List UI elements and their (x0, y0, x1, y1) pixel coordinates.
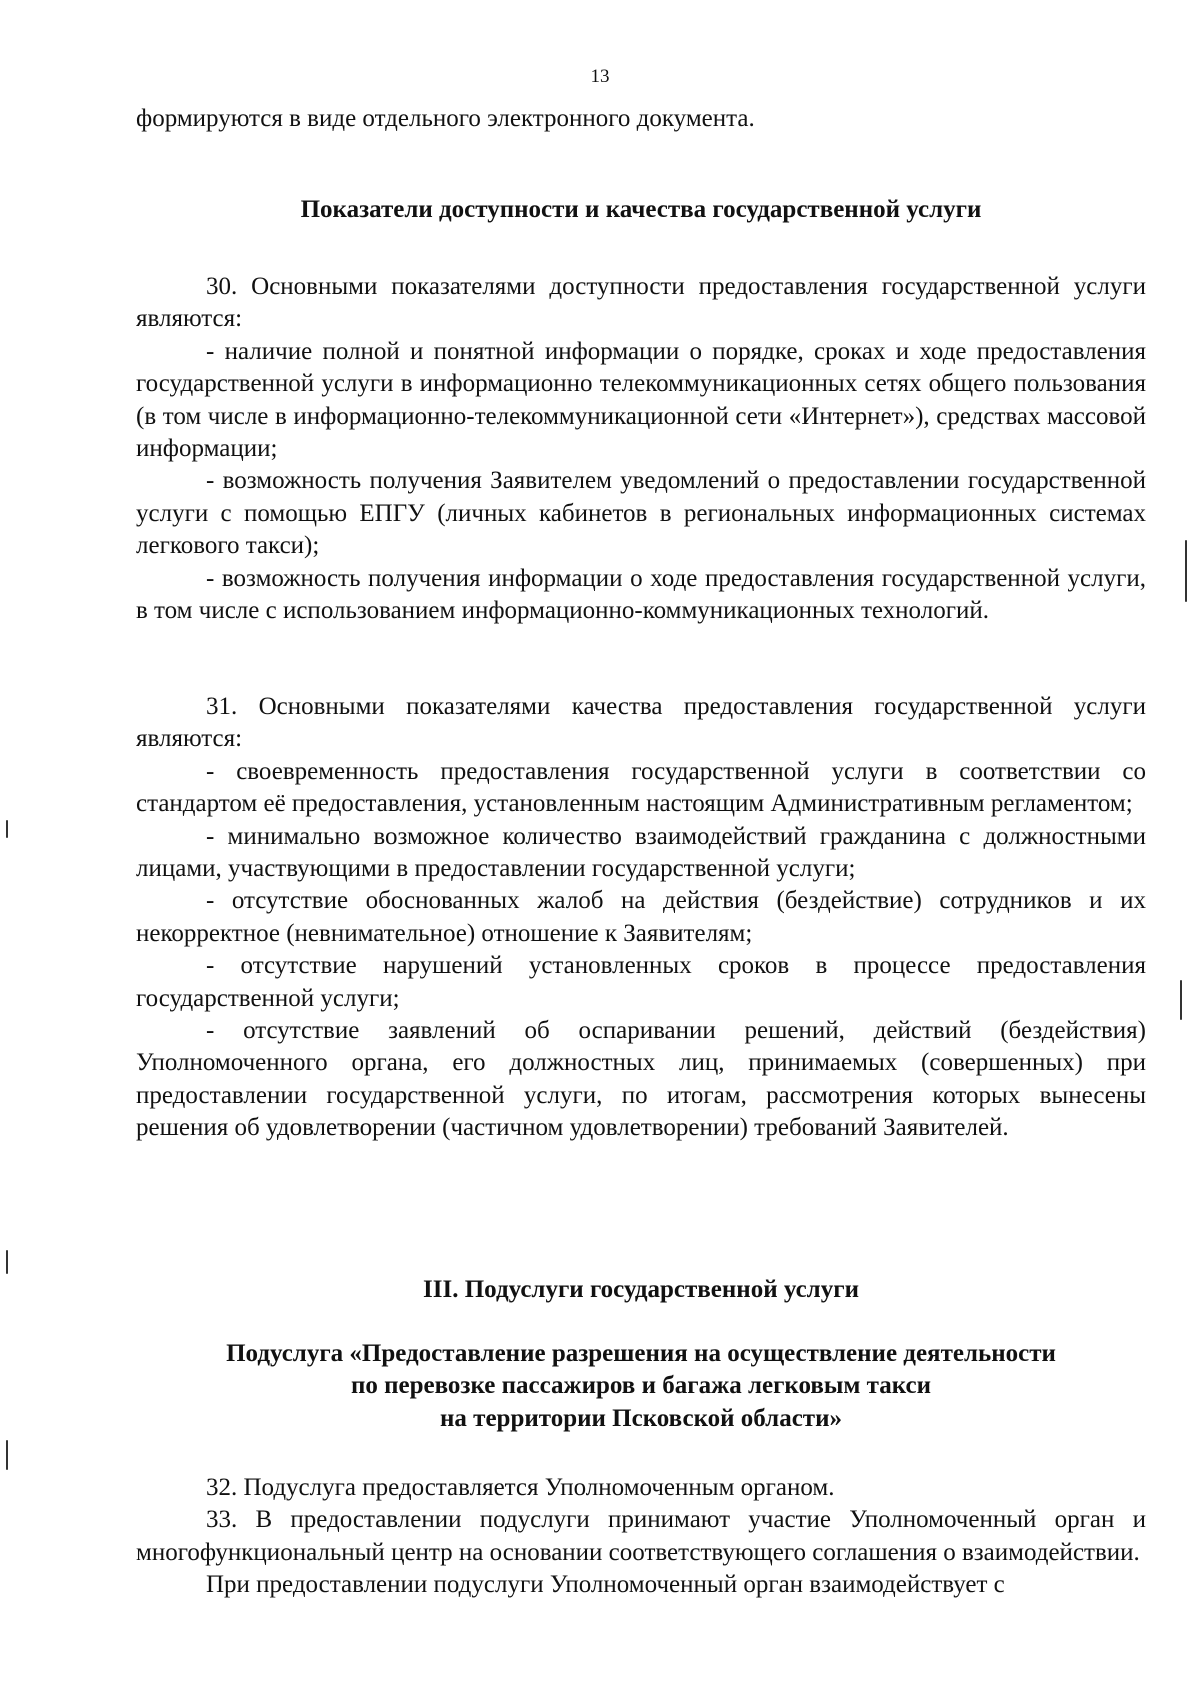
subservice-title-line: на территории Псковской области» (440, 1404, 842, 1432)
page-number: 13 (590, 66, 610, 87)
scan-edge-mark (1185, 540, 1187, 602)
paragraph-30-lead: 30. Основными показателями доступности предоставления государственной услуги являются: (136, 273, 1146, 333)
section-3-title: III. Подуслуги государственной услуги (423, 1276, 859, 1303)
section-heading-quality: Показатели доступности и качества государственной услуги (300, 196, 982, 223)
paragraph-30-item: - возможность получения информации о ходе предоставления государственной услуги, в том числе с использованием информационно-коммуникационных технологий. (136, 564, 1146, 625)
paragraph-31-lead: 31. Основными показателями качества предоставления государственной услуги являются: (136, 693, 1146, 753)
paragraph-32: 32. Подуслуга предоставляется Уполномоченным органом. (206, 1474, 835, 1501)
scan-edge-mark (1180, 980, 1182, 1020)
intro-text: формируются в виде отдельного электронного документа. (136, 105, 755, 132)
subservice-title (136, 1338, 1146, 1435)
paragraph-30 (136, 271, 1146, 627)
subservice-title-line: по перевозке пассажиров и багажа легковым такси (350, 1372, 932, 1400)
subservice-title-line: Подуслуга «Предоставление разрешения на осуществление деятельности (226, 1340, 1056, 1367)
paragraph-31 (136, 691, 1146, 1145)
paragraph-31-item: - отсутствие заявлений об оспаривании решений, действий (бездействия) Уполномоченного органа, его должностных лиц, принимаемых (совершенных) при предоставлении государственной услуги, по итогам, рассмотрения которых вынесены решения об удовлетворении (частичном удовлетворении) требований Заявителей. (136, 1017, 1146, 1142)
paragraph-33: 33. В предоставлении подуслуги принимают участие Уполномоченный орган и многофункциональный центр на основании соответствующего соглашения о взаимодействии. (136, 1506, 1146, 1566)
paragraph-31-item: - своевременность предоставления государственной услуги в соответствии со стандартом её предоставления, установленным настоящим Административным регламентом; (136, 757, 1146, 818)
paragraph-31-item: - минимально возможное количество взаимодействий гражданина с должностными лицами, участвующими в предоставлении государственной услуги; (136, 822, 1146, 883)
paragraph-30-item: - возможность получения Заявителем уведомлений о предоставлении государственной услуги с помощью ЕПГУ (личных кабинетов в региональных информационных системах легкового такси); (136, 467, 1146, 560)
paragraph-30-item: - наличие полной и понятной информации о порядке, сроках и ходе предоставления государственной услуги в информационно телекоммуникационных сетях общего пользования (в том числе в информационно-телекоммуникационной сети «Интернет»), средствах массовой информации; (136, 337, 1146, 463)
scan-edge-mark (6, 1440, 8, 1470)
paragraphs-32-33 (136, 1472, 1146, 1602)
paragraph-31-item: - отсутствие нарушений установленных сроков в процессе предоставления государственной услуги; (136, 952, 1146, 1012)
scan-edge-mark (6, 1250, 8, 1274)
intro-line (136, 103, 1146, 135)
paragraph-31-item: - отсутствие обоснованных жалоб на действия (бездействие) сотрудников и их некорректное (невнимательное) отношение к Заявителям; (136, 887, 1146, 947)
scan-edge-mark (6, 820, 8, 838)
paragraph-continuation: При предоставлении подуслуги Уполномоченный орган взаимодействует с (206, 1571, 1005, 1599)
